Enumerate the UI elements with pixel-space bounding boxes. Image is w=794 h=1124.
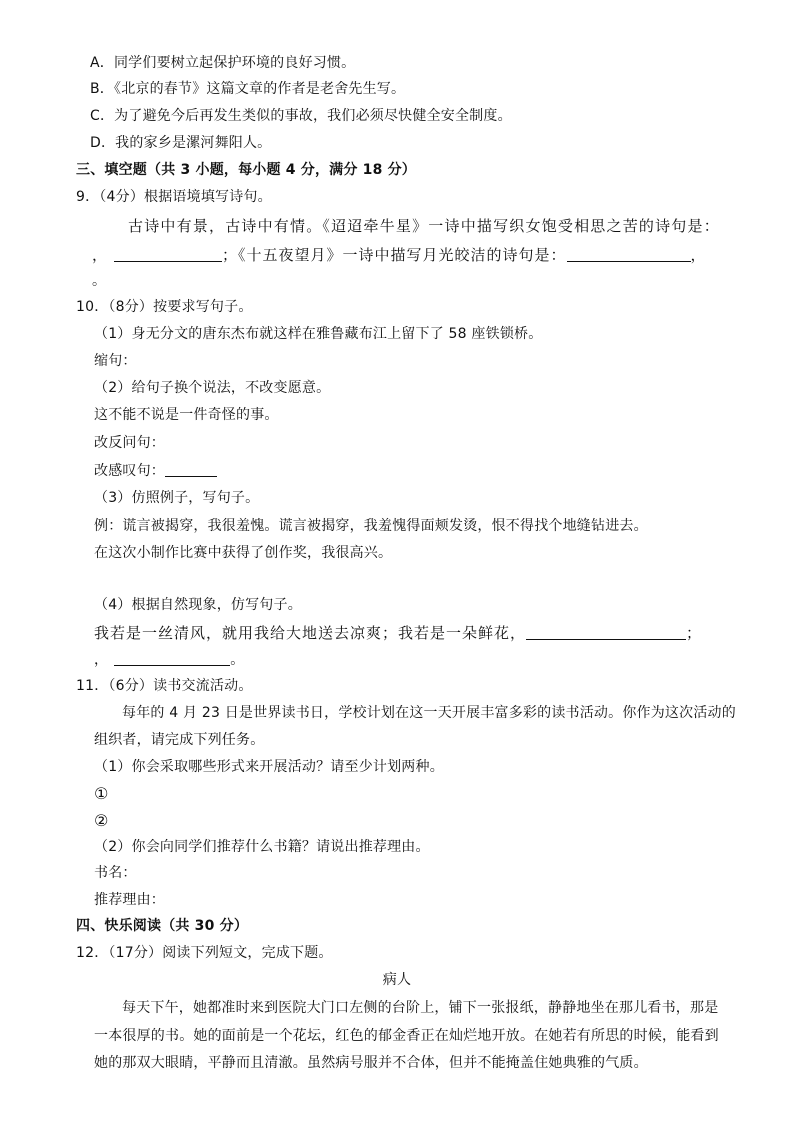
q11-header: 11．（6分）读书交流活动。 bbox=[76, 678, 253, 694]
q12-header: 12．（17分）阅读下列短文，完成下题。 bbox=[76, 945, 333, 961]
q11-mark-1: ① bbox=[94, 784, 109, 803]
q9-blank-1[interactable] bbox=[114, 247, 222, 262]
exclamation-blank[interactable] bbox=[165, 462, 217, 477]
q9-line2: ， ；《十五夜望月》一诗中描写月光皎洁的诗句是： ， bbox=[92, 246, 707, 264]
q10-part2: （2）给句子换个说法，不改变愿意。 bbox=[94, 380, 331, 396]
option-d: D．我的家乡是漯河舞阳人。 bbox=[90, 135, 272, 151]
q11-reason-label: 推荐理由： bbox=[94, 892, 165, 908]
passage-title: 病人 bbox=[382, 972, 412, 988]
q10-part1: （1）身无分文的唐东杰布就这样在雅鲁藏布江上留下了 58 座铁锁桥。 bbox=[94, 326, 543, 342]
q10-part4: （4）根据自然现象，仿写句子。 bbox=[94, 597, 302, 613]
q10-header: 10．（8分）按要求写句子。 bbox=[76, 299, 253, 315]
q11-task-2: （2）你会向同学们推荐什么书籍？请说出推荐理由。 bbox=[94, 839, 430, 855]
q11-intro-1: 每年的 4 月 23 日是世界读书日，学校计划在这一天开展丰富多彩的读书活动。你作为这次活动的 bbox=[122, 705, 736, 721]
q10-part2-exclamation: 改感叹句： bbox=[0, 460, 794, 482]
q10-part1-label: 缩句： bbox=[94, 353, 137, 369]
q10-part4-line2: ， 。 bbox=[94, 652, 245, 668]
q9-line1: 古诗中有景，古诗中有情。《迢迢牵牛星》一诗中描写织女饱受相思之苦的诗句是： bbox=[128, 217, 720, 235]
q10-part2-sentence: 这不能不说是一件奇怪的事。 bbox=[94, 407, 279, 423]
q11-book-label: 书名： bbox=[94, 865, 137, 881]
q10-part3-sentence: 在这次小制作比赛中获得了创作奖，我很高兴。 bbox=[94, 545, 393, 561]
q9-blank-2[interactable] bbox=[567, 247, 691, 262]
q11-task-1: （1）你会采取哪些形式来开展活动？请至少计划两种。 bbox=[94, 759, 444, 775]
q10-part2-rhetorical: 改反问句： bbox=[94, 435, 165, 451]
q11-mark-2: ② bbox=[94, 811, 109, 830]
option-b: B．《北京的春节》这篇文章的作者是老舍先生写。 bbox=[90, 81, 406, 97]
section-4-heading: 四、快乐阅读（共 30 分） bbox=[76, 918, 249, 934]
q10-part4-blank-2[interactable] bbox=[114, 651, 230, 666]
q9-line3: 。 bbox=[92, 273, 107, 289]
section-3-heading: 三、填空题（共 3 小题，每小题 4 分，满分 18 分） bbox=[76, 162, 417, 178]
q10-part3-example: 例：谎言被揭穿，我很羞愧。谎言被揭穿，我羞愧得面颊发烫，恨不得找个地缝钻进去。 bbox=[94, 518, 648, 534]
q10-part3: （3）仿照例子，写句子。 bbox=[94, 490, 260, 506]
option-a: A．同学们要树立起保护环境的良好习惯。 bbox=[90, 55, 356, 71]
q10-part4-blank-1[interactable] bbox=[526, 625, 686, 640]
passage-line-1: 每天下午，她都准时来到医院大门口左侧的台阶上，铺下一张报纸，静静地坐在那儿看书，那是 bbox=[122, 1000, 719, 1016]
option-c: C．为了避免今后再发生类似的事故，我们必须尽快健全安全制度。 bbox=[90, 108, 512, 124]
q9-header: 9．（4分）根据语境填写诗句。 bbox=[76, 189, 272, 205]
q11-intro-2: 组织者，请完成下列任务。 bbox=[94, 732, 265, 748]
q10-part4-line1: 我若是一丝清风，就用我给大地送去凉爽；我若是一朵鲜花， ； bbox=[94, 624, 703, 642]
passage-line-2: 一本很厚的书。她的面前是一个花坛，红色的郁金香正在灿烂地开放。在她若有所思的时候，能看到 bbox=[94, 1028, 719, 1044]
passage-line-3: 她的那双大眼睛，平静而且清澈。虽然病号服并不合体，但并不能掩盖住她典雅的气质。 bbox=[94, 1055, 648, 1071]
